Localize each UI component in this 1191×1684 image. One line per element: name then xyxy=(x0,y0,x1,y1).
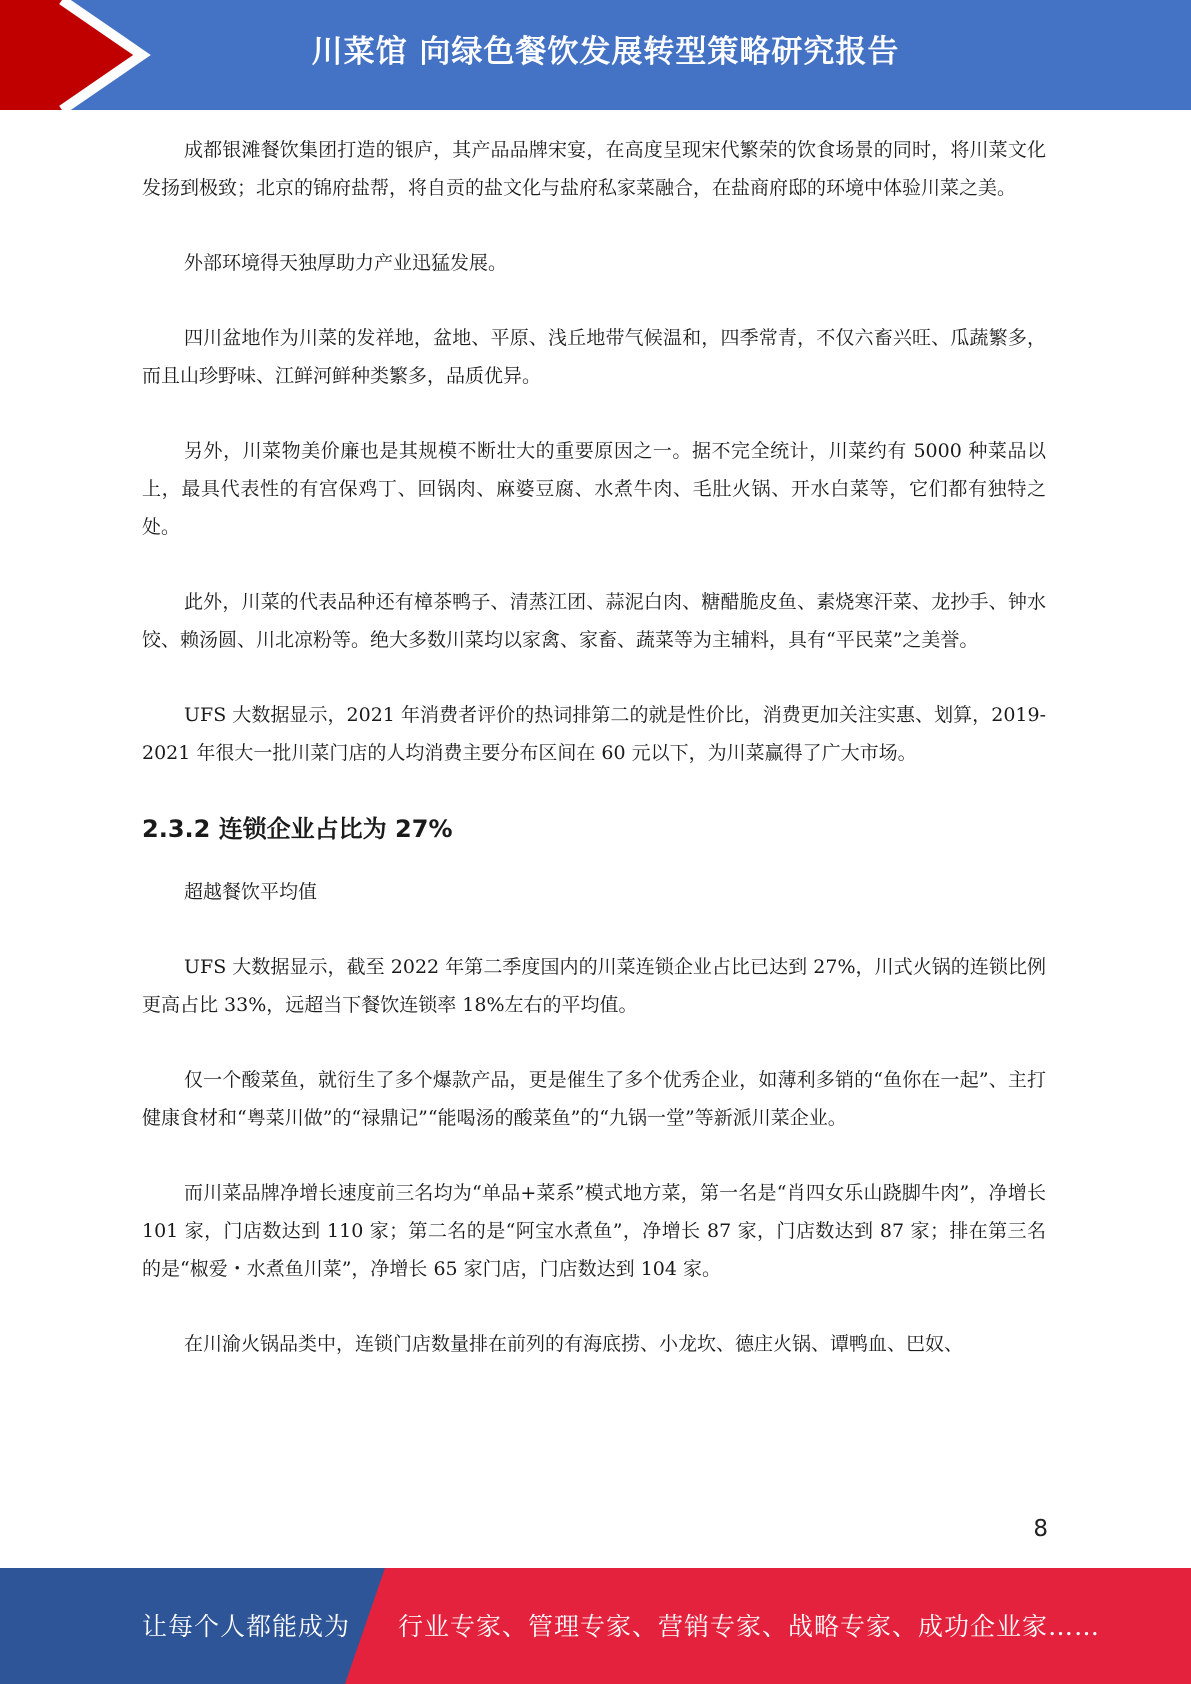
document-body xyxy=(142,131,1046,1400)
footer-slogan-left: 让每个人都能成为 xyxy=(142,1612,351,1641)
section-heading: 2.3.2 连锁企业占比为 27% xyxy=(142,815,453,843)
body-paragraph: 另外，川菜物美价廉也是其规模不断壮大的重要原因之一。据不完全统计，川菜约有 5000 种菜品以上，最具代表性的有宫保鸡丁、回锅肉、麻婆豆腐、水煮牛肉、毛肚火锅、开水白菜等，它们都有独特之处。 xyxy=(142,440,1046,538)
body-paragraph: UFS 大数据显示，截至 2022 年第二季度国内的川菜连锁企业占比已达到 27%，川式火锅的连锁比例更高占比 33%，远超当下餐饮连锁率 18%左右的平均值。 xyxy=(142,956,1046,1016)
body-paragraph: 外部环境得天独厚助力产业迅猛发展。 xyxy=(184,252,508,274)
body-paragraph: 四川盆地作为川菜的发祥地，盆地、平原、浅丘地带气候温和，四季常青，不仅六畜兴旺、瓜蔬繁多，而且山珍野味、江鲜河鲜种类繁多，品质优异。 xyxy=(142,327,1046,387)
report-title: 川菜馆 向绿色餐饮发展转型策略研究报告 xyxy=(311,34,900,70)
footer-slogan-right: 行业专家、管理专家、营销专家、战略专家、成功企业家…… xyxy=(398,1612,1101,1641)
body-paragraph: UFS 大数据显示，2021 年消费者评价的热词排第二的就是性价比，消费更加关注实惠、划算，2019-2021 年很大一批川菜门店的人均消费主要分布区间在 60 元以下，为川菜赢得了广大市场。 xyxy=(142,704,1046,764)
page-number: 8 xyxy=(1033,1516,1048,1542)
body-paragraph: 而川菜品牌净增长速度前三名均为“单品+菜系”模式地方菜，第一名是“肖四女乐山跷脚牛肉”，净增长 101 家，门店数达到 110 家；第二名的是“阿宝水煮鱼”，净增长 87 家，门店数达到 87 家；排在第三名的是“椒爱・水煮鱼川菜”，净增长 65 家门店，门店数达到 104 家。 xyxy=(142,1182,1046,1280)
body-paragraph: 此外，川菜的代表品种还有樟茶鸭子、清蒸江团、蒜泥白肉、糖醋脆皮鱼、素烧寒汗菜、龙抄手、钟水饺、赖汤圆、川北凉粉等。绝大多数川菜均以家禽、家畜、蔬菜等为主辅料，具有“平民菜”之美誉。 xyxy=(142,591,1046,651)
body-paragraph: 超越餐饮平均值 xyxy=(184,881,318,903)
page-header xyxy=(0,0,1191,110)
body-paragraph: 在川渝火锅品类中，连锁门店数量排在前列的有海底捞、小龙坎、德庄火锅、谭鸭血、巴奴、 xyxy=(184,1333,964,1355)
body-paragraph: 成都银滩餐饮集团打造的银庐，其产品品牌宋宴，在高度呈现宋代繁荣的饮食场景的同时，将川菜文化发扬到极致；北京的锦府盐帮，将自贡的盐文化与盐府私家菜融合，在盐商府邸的环境中体验川菜之美。 xyxy=(142,139,1046,199)
page-footer xyxy=(0,1568,1191,1684)
body-paragraph: 仅一个酸菜鱼，就衍生了多个爆款产品，更是催生了多个优秀企业，如薄利多销的“鱼你在一起”、主打健康食材和“粤菜川做”的“禄鼎记”“能喝汤的酸菜鱼”的“九锅一堂”等新派川菜企业。 xyxy=(142,1069,1046,1129)
